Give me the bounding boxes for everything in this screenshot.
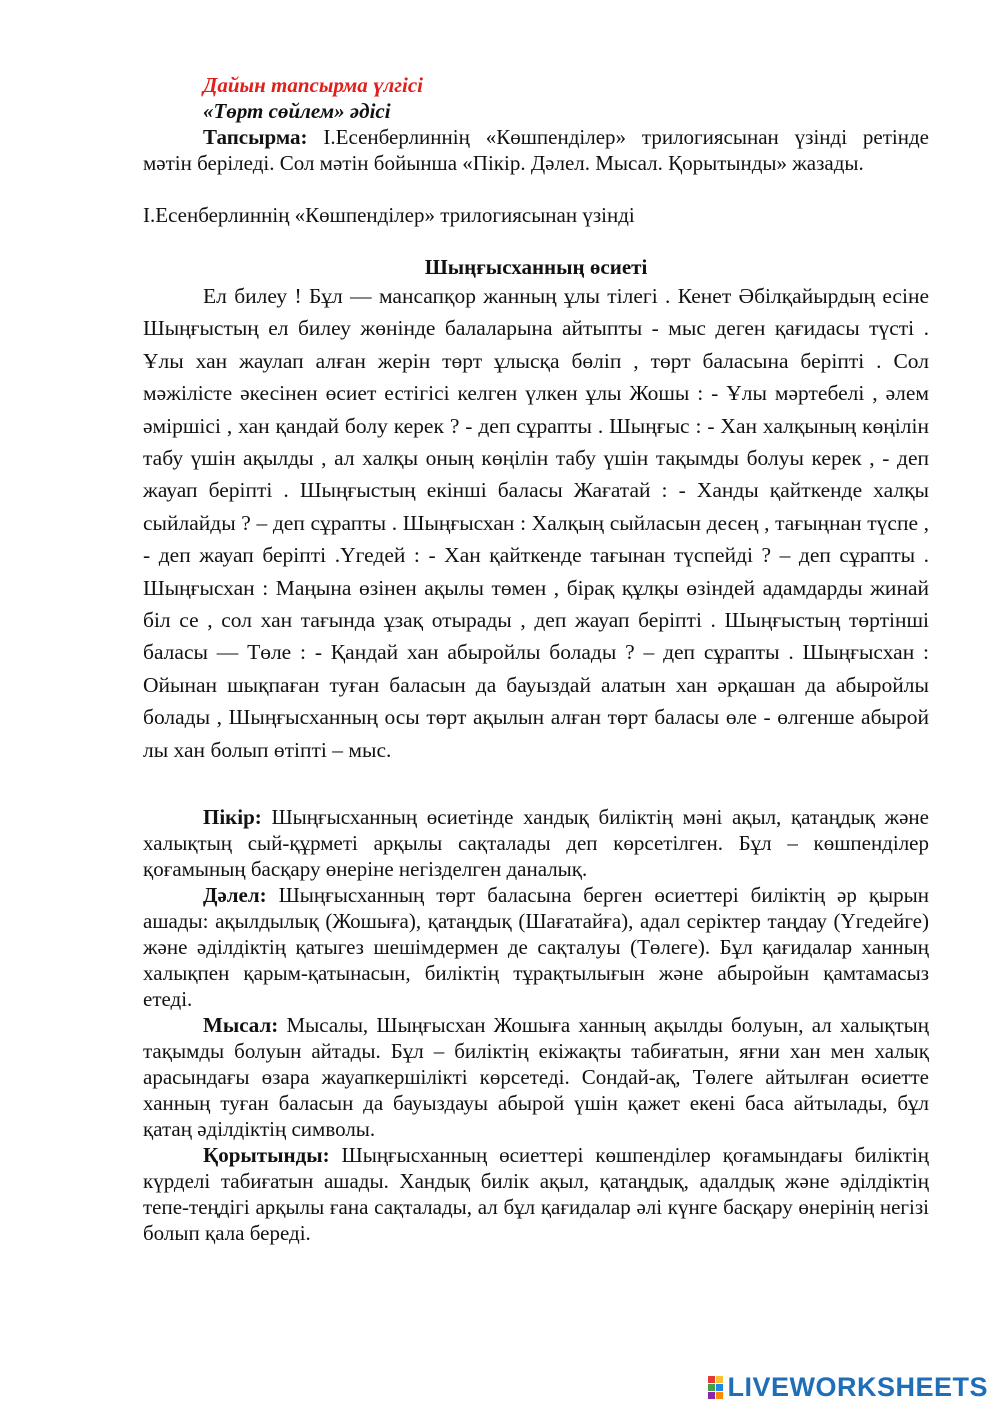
story-text: Ел билеу ! Бұл — мансапқор жанның ұлы тілегі . Кенет Әбілқайырдың есіне Шыңғыстың ел билеу жөнінде балаларына айтыпты - мыс деген қағидасы түсті . Ұлы хан жаулап алған жерін төрт ұлысқа бөліп , төрт баласына беріпті . Сол мәжілісте әкесінен өсиет естігісі келген үлкен ұлы Жошы : - Ұлы мәртебелі , әлем әміршісі , хан қандай болу керек ? - деп сұрапты . Шыңғыс : - Хан халқының көңілін табу үшін ақылды , ал халқы оның көңілін табу үшін тақымды болуы керек , - деп жауап беріпті . Шыңғыстың екінші баласы Жағатай : - Ханды қайткенде халқы сыйлайды ? – деп сұрапты . Шыңғысхан : Халқың сыйласын десең , тағыңнан түспе , - деп жауап беріпті .Үгедей : - Хан қайткенде тағынан түспейді ? – деп сұрапты . Шыңғысхан : Маңына өзінен ақылы төмен , бірақ құлқы өзіндей адамдарды жинай біл се , сол хан тағында ұзақ отырады , деп жауап беріпті . Шыңғыстың төртінші баласы — Төле : - Қандай хан абыройлы болады ? – деп сұрапты . Шыңғысхан : Ойынан шықпаған туған баласын да бауыздай алатын хан әрқашан да абыройлы болады , Шыңғысханның осы төрт ақылын алған төрт баласы өле - өлгенше абырой лы хан болып өтіпті – мыс. <box>143 284 929 762</box>
sample-title: Дайын тапсырма үлгісі <box>203 73 424 97</box>
conclusion-label: Қорытынды: <box>203 1143 330 1168</box>
liveworksheets-logo-icon <box>708 1376 723 1399</box>
conclusion-text: Шыңғысханның өсиеттері көшпенділер қоғамындағы биліктің күрделі табиғатын ашады. Хандық билік ақыл, қатаңдық, адалдық және әділдіктің тепе-теңдігі арқылы ғана сақталады, ал бұл қағидалар әлі күнге басқару өнерінің негізі болып қала береді. <box>143 1143 929 1246</box>
example-paragraph <box>143 1012 929 1142</box>
opinion-paragraph <box>143 804 929 882</box>
story-title: Шыңғысханның өсиеті <box>424 255 648 279</box>
excerpt-source: І.Есенберлиннің «Көшпенділер» трилогиясынан үзінді <box>143 203 635 227</box>
argument-text: Шыңғысханның төрт баласына берген өсиеттері биліктің әр қырын ашады: ақылдылық (Жошыға), қатаңдық (Шағатайға), адал серіктер таңдау (Үгедейге) және әділдіктің қатыгез шешімдермен де сақталуы (Төлеге). Бұл қағидалар ханның халықпен қарым-қатынасын, биліктің тұрақтылығын және абыройын қамтамасыз етеді. <box>143 883 929 1012</box>
liveworksheets-watermark[interactable] <box>708 1372 988 1402</box>
opinion-label: Пікір: <box>203 805 262 830</box>
task-text: І.Есенберлиннің «Көшпенділер» трилогиясынан үзінді ретінде мәтін беріледі. Сол мәтін бойынша «Пікір. Дәлел. Мысал. Қорытынды» жазады. <box>143 125 929 175</box>
opinion-text: Шыңғысханның өсиетінде хандық биліктің мәні ақыл, қатаңдық және халықтың сый-құрметі арқылы сақталады деп көрсетілген. Бұл – көшпенділер қоғамының басқару өнеріне негізделген даналық. <box>143 805 929 882</box>
example-text: Мысалы, Шыңғысхан Жошыға ханның ақылды болуын, ал халықтың тақымды болуын айтады. Бұл – биліктің екіжақты табиғатын, яғни хан мен халық арасындағы өзара жауапкершілікті көрсетеді. Сондай-ақ, Төлеге айтылған өсиетте ханның туған баласын да бауыздауы абырой үшін қажет екені баса айтылады, бұл қатаң әділдіктің символы. <box>143 1013 929 1142</box>
watermark-text: LIVEWORKSHEETS <box>727 1371 988 1402</box>
task-paragraph <box>143 124 929 176</box>
method-title: «Төрт сөйлем» әдісі <box>203 99 391 123</box>
task-label: Тапсырма: <box>203 125 308 149</box>
argument-label: Дәлел: <box>203 883 267 908</box>
conclusion-paragraph <box>143 1142 929 1246</box>
argument-paragraph <box>143 882 929 1012</box>
example-label: Мысал: <box>203 1013 279 1038</box>
document-page <box>143 72 929 1246</box>
